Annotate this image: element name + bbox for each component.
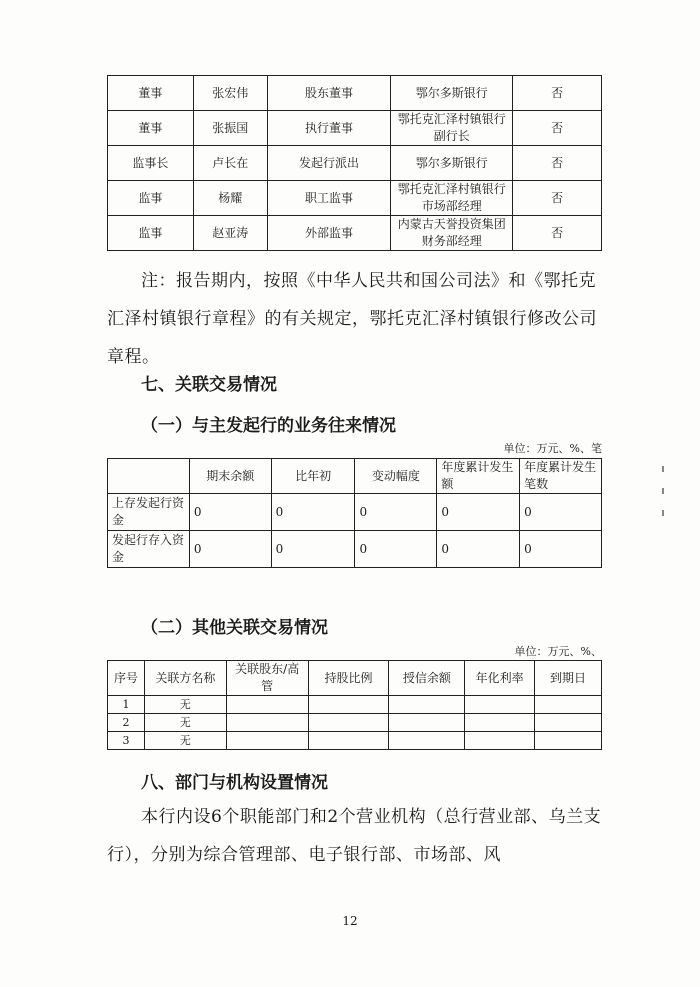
table-row [108,696,602,714]
table-cell: 否 [513,111,602,146]
table-cell: 鄂托克汇泽村镇银行市场部经理 [391,181,513,216]
table-row [108,494,602,531]
column-header: 关联股东/高管 [226,661,308,696]
page-number: 12 [342,914,358,928]
table-cell: 1 [108,696,145,714]
table-cell: 职工监事 [267,181,391,216]
table1-unit: 单位：万元、%、笔 [503,442,602,455]
margin-mark [662,488,664,494]
table2-unit: 单位：万元、%、 [514,645,602,658]
table-cell [389,696,465,714]
table-cell [535,732,602,750]
table-cell: 0 [520,531,602,568]
table-cell: 执行董事 [267,111,391,146]
table-cell [389,714,465,732]
section-8-heading: 八、部门与机构设置情况 [141,773,328,793]
column-header: 年度累计发生笔数 [520,459,602,494]
table-cell [535,714,602,732]
table-row [108,732,602,750]
column-header: 序号 [108,661,145,696]
table-cell: 0 [520,494,602,531]
table-cell: 外部监事 [267,216,391,251]
table-cell: 董事 [108,111,194,146]
table-cell: 无 [144,714,226,732]
table-header-row [108,661,602,696]
table-cell: 0 [271,531,355,568]
table-cell: 0 [271,494,355,531]
table-cell [535,696,602,714]
table-cell: 卢长在 [193,146,267,181]
table-cell [465,732,535,750]
table-row [108,111,602,146]
table-cell: 0 [355,531,437,568]
column-header: 持股比例 [308,661,389,696]
margin-mark [662,510,664,516]
other-related-transactions-table [107,660,602,750]
column-header: 期末余额 [189,459,271,494]
table-row [108,531,602,568]
table-row [108,714,602,732]
table-cell [308,714,389,732]
section-7-2-heading: （二）其他关联交易情况 [141,618,328,638]
table-row [108,146,602,181]
column-header: 年度累计发生额 [437,459,520,494]
table-cell: 内蒙古天誉投资集团财务部经理 [391,216,513,251]
table-cell: 赵亚涛 [193,216,267,251]
section-7-heading: 七、关联交易情况 [141,375,277,395]
table-cell: 否 [513,76,602,111]
table-cell [226,696,308,714]
table-cell: 否 [513,181,602,216]
table-cell [226,732,308,750]
table-cell: 0 [189,494,271,531]
table-cell [465,696,535,714]
table-cell: 无 [144,732,226,750]
table-cell: 上存发起行资金 [108,494,190,531]
table-cell [308,732,389,750]
table-cell: 董事 [108,76,194,111]
table-cell [389,732,465,750]
sponsor-bank-transactions-table [107,458,602,568]
table-cell: 张振国 [193,111,267,146]
table-cell: 3 [108,732,145,750]
column-header: 变动幅度 [355,459,437,494]
note-paragraph: 注：报告期内，按照《中华人民共和国公司法》和《鄂托克汇泽村镇银行章程》的有关规定，鄂托克汇泽村镇银行修改公司章程。 [107,271,597,367]
table-cell [226,714,308,732]
table-cell [465,714,535,732]
table-cell: 鄂尔多斯银行 [391,146,513,181]
table-cell: 监事 [108,181,194,216]
column-header: 关联方名称 [144,661,226,696]
table-cell: 0 [189,531,271,568]
table-cell: 张宏伟 [193,76,267,111]
table-header-row [108,459,602,494]
table-cell: 监事长 [108,146,194,181]
table-cell: 发起行存入资金 [108,531,190,568]
table-cell: 无 [144,696,226,714]
section-8-paragraph: 本行内设6个职能部门和2个营业机构（总行营业部、乌兰支行），分别为综合管理部、电子银行部、市场部、风 [107,807,602,865]
table-row [108,216,602,251]
table-row [108,76,602,111]
column-header: 到期日 [535,661,602,696]
margin-mark [662,466,664,472]
table-cell: 否 [513,216,602,251]
table-cell: 发起行派出 [267,146,391,181]
table-cell: 鄂托克汇泽村镇银行副行长 [391,111,513,146]
column-header: 比年初 [271,459,355,494]
column-header [108,459,190,494]
section-7-1-heading: （一）与主发起行的业务往来情况 [141,416,396,436]
table-cell: 0 [437,531,520,568]
board-members-table [107,75,602,251]
table-cell: 股东董事 [267,76,391,111]
table-cell: 鄂尔多斯银行 [391,76,513,111]
table-cell [308,696,389,714]
table-cell: 0 [437,494,520,531]
column-header: 年化利率 [465,661,535,696]
table-cell: 监事 [108,216,194,251]
column-header: 授信余额 [389,661,465,696]
table-cell: 否 [513,146,602,181]
table-cell: 0 [355,494,437,531]
table-row [108,181,602,216]
table-cell: 2 [108,714,145,732]
table-cell: 杨耀 [193,181,267,216]
